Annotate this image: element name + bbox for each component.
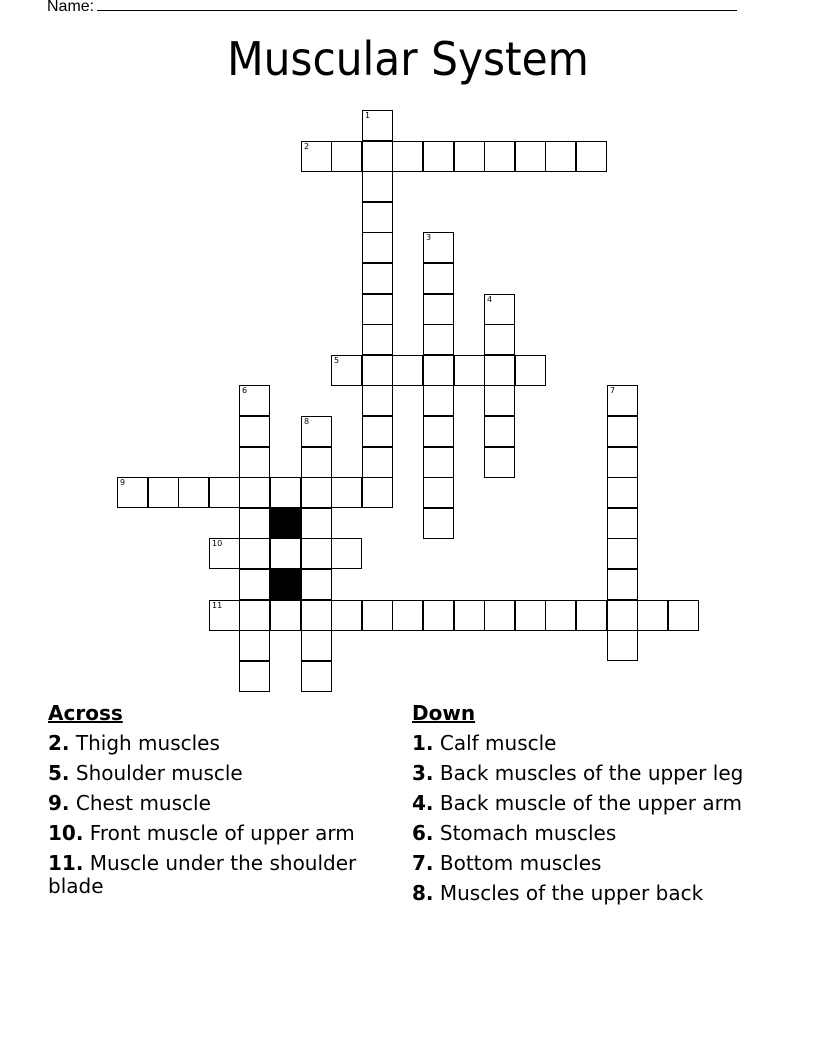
down-clue [412,762,752,785]
clue-text: Front muscle of upper arm [83,821,355,845]
page-title: Muscular System [227,32,589,86]
grid-cell[interactable] [239,447,270,478]
clue-number: 2 [304,142,310,151]
grid-cell[interactable] [484,324,515,355]
clue-text: Bottom muscles [433,851,602,875]
grid-cell[interactable] [331,477,362,508]
grid-cell[interactable] [239,508,270,539]
grid-cell[interactable] [423,232,454,263]
grid-cell[interactable] [607,569,638,600]
grid-cell[interactable] [423,324,454,355]
grid-cell[interactable] [301,538,332,569]
grid-cell[interactable] [209,600,240,631]
grid-cell[interactable] [423,294,454,325]
grid-cell[interactable] [484,355,515,386]
blocked-cell [270,508,301,539]
grid-cell[interactable] [484,294,515,325]
grid-cell[interactable] [270,600,301,631]
clue-number-label: 7. [412,851,434,875]
grid-cell[interactable] [362,600,393,631]
grid-cell[interactable] [362,171,393,202]
grid-cell[interactable] [239,385,270,416]
grid-cell[interactable] [423,508,454,539]
grid-cell[interactable] [484,416,515,447]
clue-text: Shoulder muscle [69,761,243,785]
clue-number: 11 [212,601,223,610]
grid-cell[interactable] [607,385,638,416]
grid-cell[interactable] [423,447,454,478]
across-clue [48,852,393,898]
grid-cell[interactable] [484,385,515,416]
grid-cell[interactable] [362,477,393,508]
across-heading: Across [48,701,123,725]
grid-cell[interactable] [301,508,332,539]
grid-cell[interactable] [301,600,332,631]
grid-cell[interactable] [301,141,332,172]
clue-number-label: 1. [412,731,434,755]
grid-cell[interactable] [484,447,515,478]
grid-cell[interactable] [301,416,332,447]
grid-cell[interactable] [270,538,301,569]
grid-cell[interactable] [301,477,332,508]
grid-cell[interactable] [301,661,332,692]
grid-cell[interactable] [515,600,546,631]
clue-number-label: 3. [412,761,434,785]
grid-cell[interactable] [607,538,638,569]
grid-cell[interactable] [607,416,638,447]
grid-cell[interactable] [454,355,485,386]
grid-cell[interactable] [362,355,393,386]
clue-text: Stomach muscles [433,821,617,845]
clue-text: Chest muscle [69,791,211,815]
name-label: Name: [47,0,95,15]
grid-cell[interactable] [270,477,301,508]
grid-cell[interactable] [423,477,454,508]
grid-cell[interactable] [454,600,485,631]
grid-cell[interactable] [239,477,270,508]
grid-cell[interactable] [607,600,638,631]
grid-cell[interactable] [239,569,270,600]
clue-number-label: 4. [412,791,434,815]
clue-number: 10 [212,539,223,548]
grid-cell[interactable] [362,263,393,294]
across-clues [48,702,393,905]
grid-cell[interactable] [545,600,576,631]
clue-number-label: 9. [48,791,70,815]
down-heading: Down [412,701,476,725]
grid-cell[interactable] [515,355,546,386]
grid-cell[interactable] [362,202,393,233]
down-clue [412,822,752,845]
clue-number: 8 [304,417,310,426]
grid-cell[interactable] [423,600,454,631]
grid-cell[interactable] [484,141,515,172]
grid-cell[interactable] [362,294,393,325]
grid-cell[interactable] [423,263,454,294]
grid-cell[interactable] [484,600,515,631]
grid-cell[interactable] [515,141,546,172]
down-clue [412,852,752,875]
clue-number: 4 [487,295,493,304]
grid-cell[interactable] [668,600,699,631]
across-clue [48,762,393,785]
across-clue [48,732,393,755]
clue-text: Back muscle of the upper arm [433,791,742,815]
down-clue [412,732,752,755]
grid-cell[interactable] [576,141,607,172]
grid-cell[interactable] [117,477,148,508]
grid-cell[interactable] [607,508,638,539]
grid-cell[interactable] [607,477,638,508]
grid-cell[interactable] [362,385,393,416]
grid-cell[interactable] [239,538,270,569]
grid-cell[interactable] [148,477,179,508]
grid-cell[interactable] [545,141,576,172]
grid-cell[interactable] [331,355,362,386]
down-clue [412,882,752,905]
blocked-cell [270,569,301,600]
grid-cell[interactable] [239,416,270,447]
grid-cell[interactable] [178,477,209,508]
grid-cell[interactable] [607,447,638,478]
grid-cell[interactable] [301,630,332,661]
grid-cell[interactable] [392,141,423,172]
across-clue [48,822,393,845]
grid-cell[interactable] [209,477,240,508]
grid-cell[interactable] [301,447,332,478]
grid-cell[interactable] [607,630,638,661]
down-clues [412,702,752,912]
across-clue [48,792,393,815]
grid-cell[interactable] [362,141,393,172]
clue-number: 5 [334,356,340,365]
clue-number-label: 2. [48,731,70,755]
clue-number: 3 [426,233,432,242]
grid-cell[interactable] [239,600,270,631]
across-clue-list [48,732,393,898]
grid-cell[interactable] [576,600,607,631]
grid-cell[interactable] [362,324,393,355]
grid-cell[interactable] [239,661,270,692]
clue-text: Thigh muscles [69,731,220,755]
grid-cell[interactable] [301,569,332,600]
grid-cell[interactable] [362,232,393,263]
grid-cell[interactable] [423,385,454,416]
grid-cell[interactable] [423,141,454,172]
grid-cell[interactable] [331,538,362,569]
grid-cell[interactable] [362,447,393,478]
clue-number-label: 11. [48,851,84,875]
clue-number-label: 6. [412,821,434,845]
clue-number: 7 [610,386,616,395]
clue-number-label: 5. [48,761,70,785]
down-clue [412,792,752,815]
clue-text: Muscle under the shoulder blade [48,851,357,898]
clue-text: Calf muscle [433,731,557,755]
grid-cell[interactable] [454,141,485,172]
clue-number-label: 10. [48,821,84,845]
grid-cell[interactable] [637,600,668,631]
clue-number: 6 [242,386,248,395]
grid-cell[interactable] [392,355,423,386]
grid-cell[interactable] [423,416,454,447]
grid-cell[interactable] [362,416,393,447]
grid-cell[interactable] [331,141,362,172]
grid-cell[interactable] [331,600,362,631]
grid-cell[interactable] [392,600,423,631]
grid-cell[interactable] [423,355,454,386]
down-clue-list [412,732,752,905]
clue-text: Back muscles of the upper leg [433,761,744,785]
clue-number-label: 8. [412,881,434,905]
grid-cell[interactable] [209,538,240,569]
grid-cell[interactable] [362,110,393,141]
clue-number: 9 [120,478,126,487]
clue-number: 1 [365,111,371,120]
grid-cell[interactable] [239,630,270,661]
clue-text: Muscles of the upper back [433,881,704,905]
